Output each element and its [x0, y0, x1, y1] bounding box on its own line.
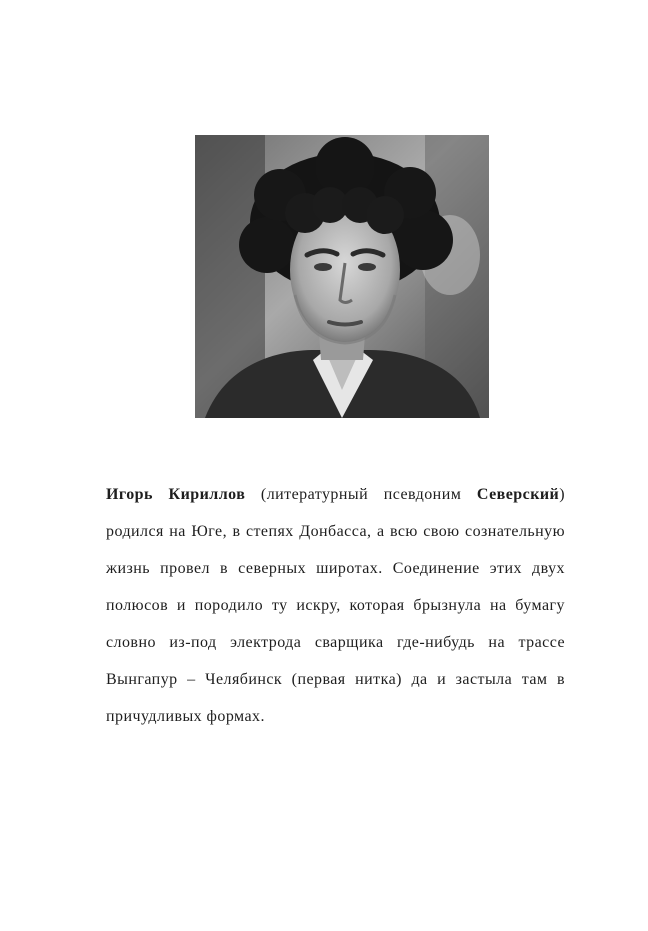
- biography-text: родился на Юге, в степях Донбасса, а всю свою сознательную жизнь провел в северных широтах. Соединение этих двух полюсов и породило ту искру, которая брызнула на бумагу словно из-под электрода сварщика где-нибудь на трассе Вынгапур – Челябинск (первая нитка) да и застыла там в причудливых формах.: [106, 523, 565, 725]
- portrait-photo-graphic: [195, 135, 489, 418]
- author-pseudonym: Северский: [476, 486, 560, 503]
- pseudonym-prefix: (литературный псевдоним: [245, 486, 477, 503]
- author-portrait-photo: [195, 135, 489, 418]
- author-name: Игорь Кириллов: [106, 486, 246, 503]
- pseudonym-suffix: ): [559, 486, 565, 503]
- author-biography: [106, 476, 565, 735]
